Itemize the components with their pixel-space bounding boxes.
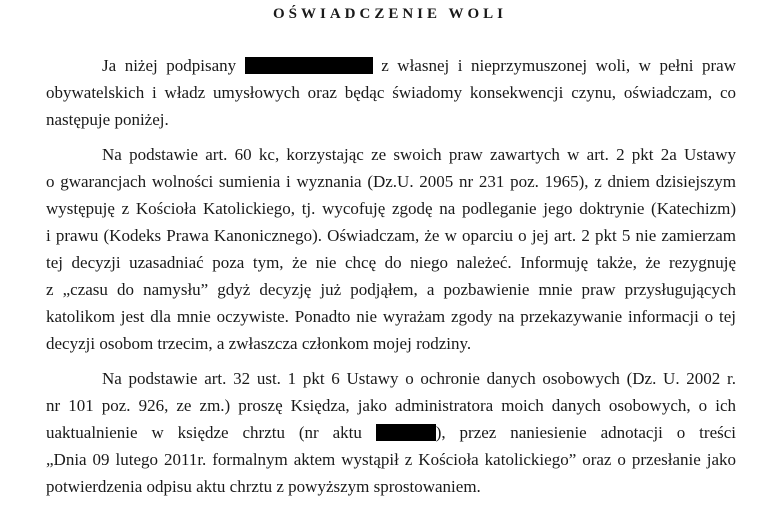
paragraph-3-text-a: uaktualnienie w księdze chrztu (nr aktu: [46, 423, 362, 442]
paragraph-2-line-5: tej decyzji uzasadniać poza tym, że nie chcę do niego należeć. Informuję także, że rezygnuję: [46, 253, 736, 272]
paragraph-3-line-1: Na podstawie art. 32 ust. 1 pkt 6 Ustawy o ochronie danych osobowych (Dz. U. 2002 r.: [102, 369, 736, 388]
paragraph-3-line-2: nr 101 poz. 926, ze zm.) proszę Księdza, jako administratora moich danych osobowych, o ich: [46, 396, 736, 415]
paragraph-1-text-a: Ja niżej podpisany: [102, 56, 237, 75]
paragraph-3-line-5: potwierdzenia odpisu aktu chrztu z powyższym sprostowaniem.: [46, 477, 481, 496]
paragraph-3-line-4: „Dnia 09 lutego 2011r. formalnym aktem wystąpił z Kościoła katolickiego” oraz o przesłanie jako: [46, 450, 736, 469]
paragraph-2-line-8: decyzji osobom trzecim, a zwłaszcza członkom mojej rodziny.: [46, 334, 472, 353]
paragraph-1-text-b: z własnej i nieprzymuszonej woli, w pełni praw: [381, 56, 736, 75]
paragraph-2-line-3: występuję z Kościoła Katolickiego, tj. wycofuję zgodę na podleganie jego doktrynie (Katechizm): [46, 199, 736, 218]
document-title: OŚWIADCZENIE WOLI: [272, 6, 508, 22]
paragraph-3-text-b: ), przez naniesienie adnotacji o treści: [435, 423, 736, 442]
paragraph-1-line-1: [102, 55, 736, 77]
paragraph-2-line-2: o gwarancjach wolności sumienia i wyznania (Dz.U. 2005 nr 231 poz. 1965), z dniem dzisiejszym: [46, 172, 736, 191]
paragraph-1-line-2: obywatelskich i władz umysłowych oraz będąc świadomy konsekwencji czynu, oświadczam, co: [46, 83, 736, 102]
paragraph-2-line-1: Na podstawie art. 60 kc, korzystając ze swoich praw zawartych w art. 2 pkt 2a Ustawy: [102, 145, 736, 164]
paragraph-2-line-7: katolikom jest dla mnie oczywiste. Ponadto nie wyrażam zgody na przekazywanie informacji o tej: [46, 307, 736, 326]
paragraph-3-line-3: [46, 422, 736, 444]
redacted-name-block: [245, 57, 373, 74]
paragraph-2-line-6: z „czasu do namysłu” gdyż decyzję już podjąłem, a pozbawienie mnie praw przysługujących: [46, 280, 736, 299]
paragraph-2-line-4: i prawu (Kodeks Prawa Kanonicznego). Oświadczam, że w oparciu o jej art. 2 pkt 5 nie zamierzam: [46, 226, 736, 245]
redacted-act-number-block: [376, 424, 436, 441]
paragraph-1-line-3: następuje poniżej.: [46, 110, 169, 129]
